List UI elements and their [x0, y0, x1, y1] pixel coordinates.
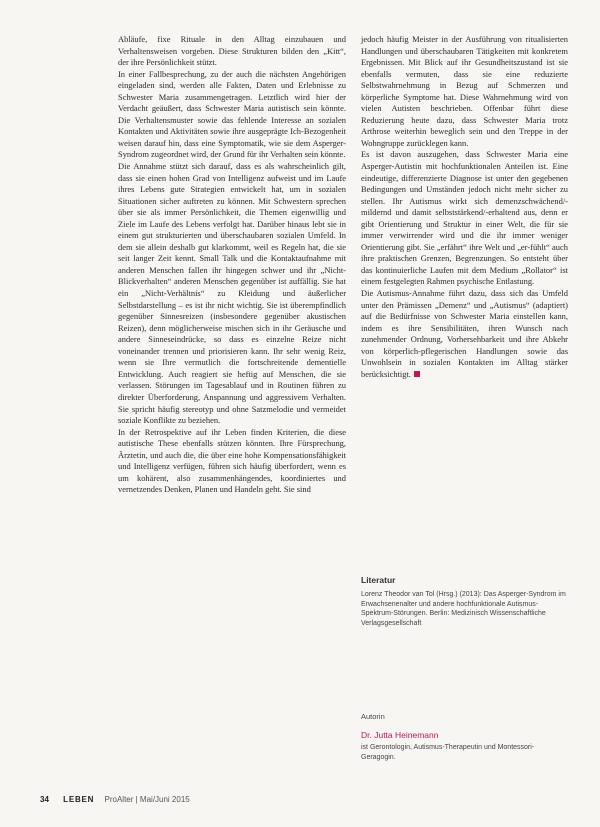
paragraph: Abläufe, fixe Rituale in den Alltag einzubauen und Verhaltensweisen vorgeben. Diese Strukturen bilden den „Kitt“, der ihre Persönlichkeit stützt.	[118, 34, 346, 68]
paragraph-last	[361, 288, 568, 380]
author-box	[361, 712, 568, 762]
literature-reference: Lorenz Theodor van Tol (Hrsg.) (2013): Das Asperger-Syndrom im Erwachsenenalter und andere hochfunktionale Autismus-Spektrum-Störungen. Berlin: Medizinisch Wissenschaftliche Verlagsgesellschaft	[361, 591, 566, 627]
author-name: Dr. Jutta Heinemann	[361, 730, 439, 740]
paragraph: Die Annahme stützt sich darauf, dass es als wahrscheinlich gilt, dass sie einen hohen Grad von Intelligenz aufweist und im Laufe ihres Lebens gute Strategien entwickelt hat, um in sozialen Situationen sicher auftreten zu können. Mit Schwestern sprechen über sie als immer Persönlichkeit, die Themen eigenwillig und Ziele im Laufe des Lebens verfolgt hat. Darüber hinaus lebt sie in einem gut strukturierten und überschaubaren sozialen Umfeld. In dem sie allein deshalb gut klarkommt, weil es Regeln hat, die sie seit langer Zeit kennt. Small Talk und die Kontaktaufnahme mit anderen Menschen fallen ihr hingegen schwer und ihr „Nicht-Blickverhalten“ anderen Menschen gegenüber ist auffällig. Sie hat ein „Nicht-Verhältnis“ zu Kleidung und äußerlicher Selbstdarstellung – es ist ihr nicht wichtig. Sie ist überempfindlich gegenüber Sinnesreizen (insbesondere gegenüber akustischen Reizen), denn möglicherweise mischen sich in ihr Geräusche und andere Sinneseindrücke, so dass es einzelne Reize nicht voneinander trennen und priorisieren kann. Ihr sehr wenig Reiz, wenn sie Ihre vermutlich die fortschreitende dementielle Entwicklung. Auch reagiert sie heftig auf Menschen, die sie verlassen. Störungen im Tagesablauf und in Routinen führen zu direkter Überforderung, Anspannung und aggressivem Verhalten. Sie spricht häufig stereotyp und ohne Satzmelodie und vermeidet soziale Konflikte zu beziehen.	[118, 161, 346, 426]
author-description: ist Gerontologin, Autismus-Therapeutin und Montessori-Geragogin.	[361, 744, 535, 761]
paragraph: In der Retrospektive auf ihr Leben finden Kriterien, die diese autistische These ebenfalls stützen könnten. Ihre Fürsprechung, Ärztetin, und auch die, die über eine hohe Kompensationsfähigkeit und Intelligenz verfügen, führen sich häufig überfordert, wenn es um kohärent, also zusammenhängendes, koordiniertes und vernetzendes Denken, Planen und Handeln geht. Sie sind	[118, 426, 346, 495]
author-label: Autorin	[361, 712, 385, 721]
paragraph: In einer Fallbesprechung, zu der auch die nächsten Angehörigen eingeladen sind, werden alle Fakten, Daten und Erlebnisse zu Schwester Maria zusammengetragen. Letztlich wird hier der Verdacht geäußert, dass Schwester Maria autistisch sein könnte. Die Verhaltensmuster sowie das fehlende Interesse an sozialen Kontakten und Aktivitäten sowie ihre ausgeprägte Ich-Bezogenheit weisen darauf hin, dass eine Symptomatik, wie sie dem Asperger-Syndrom zugeordnet wird, der Grund für ihr Verhalten sein könnte.	[118, 68, 346, 160]
page-number: 34	[40, 795, 49, 804]
article-end-square-icon	[414, 371, 420, 377]
literature-heading: Literatur	[361, 575, 396, 585]
paragraph-text: Die Autismus-Annahme führt dazu, dass sich das Umfeld unter den Prämissen „Demenz“ und „Autismus“ (adaptiert) auf die Bedürfnisse von Schwester Maria einstellen kann, indem es ihre Sensibilitäten, ihren Wunsch nach zunehmender Ordnung, Vorhersehbarkeit und ihre Abkehr von körperlich-pflegerischen Handlungen sowie das Unwohlsein in sozialen Kontakten im Alltag stärker berücksichtigt.	[361, 288, 568, 379]
page-footer	[40, 795, 190, 804]
left-text-column	[118, 34, 346, 496]
paragraph: Es ist davon auszugehen, dass Schwester Maria eine Asperger-Autistin mit hochfunktionalen Anteilen ist. Eine eindeutige, differenzierte Diagnose ist unter den gegebenen Bedingungen und Umständen jedoch nicht mehr sicher zu stellen. Ihr Autismus wirkt sich demenzschwächend/-mildernd und damit selbststärkend/-erhaltend aus, denn er gibt Orientierung und Struktur in einer Welt, die für sie immer verwirrender wird und die ihr immer weniger Orientierung gibt. Sie „erfährt“ ihre Welt und „er-fühlt“ auch ihre praktischen Grenzen, Begrenzungen. So entsteht über das kontinuierliche Laufen mit dem Medium „Rollator“ ist einem festgelegten Rahmen psychische Entlastung.	[361, 149, 568, 287]
magazine-section: LEBEN	[63, 795, 95, 804]
right-text-column	[361, 34, 568, 380]
issue-info: ProAlter | Mai/Juni 2015	[104, 795, 190, 804]
paragraph: jedoch häufig Meister in der Ausführung von ritualisierten Handlungen und überschaubaren Tätigkeiten mit konkretem Ergebnissen. Mit Blick auf ihr Gesundheitszustand ist sie ebenfalls vermuten, dass sie eine reduzierte Selbstwahrnehmung in Bezug auf Schmerzen und körperliche Symptome hat. Diese Wahrnehmung wird von vielen Autisten beschrieben. Offenbar führt diese Reduzierung heute dazu, dass Schwester Maria trotz Arthrose weiterhin beweglich sein und den Treppe in der Wohngruppe zurücklegen kann.	[361, 34, 568, 148]
